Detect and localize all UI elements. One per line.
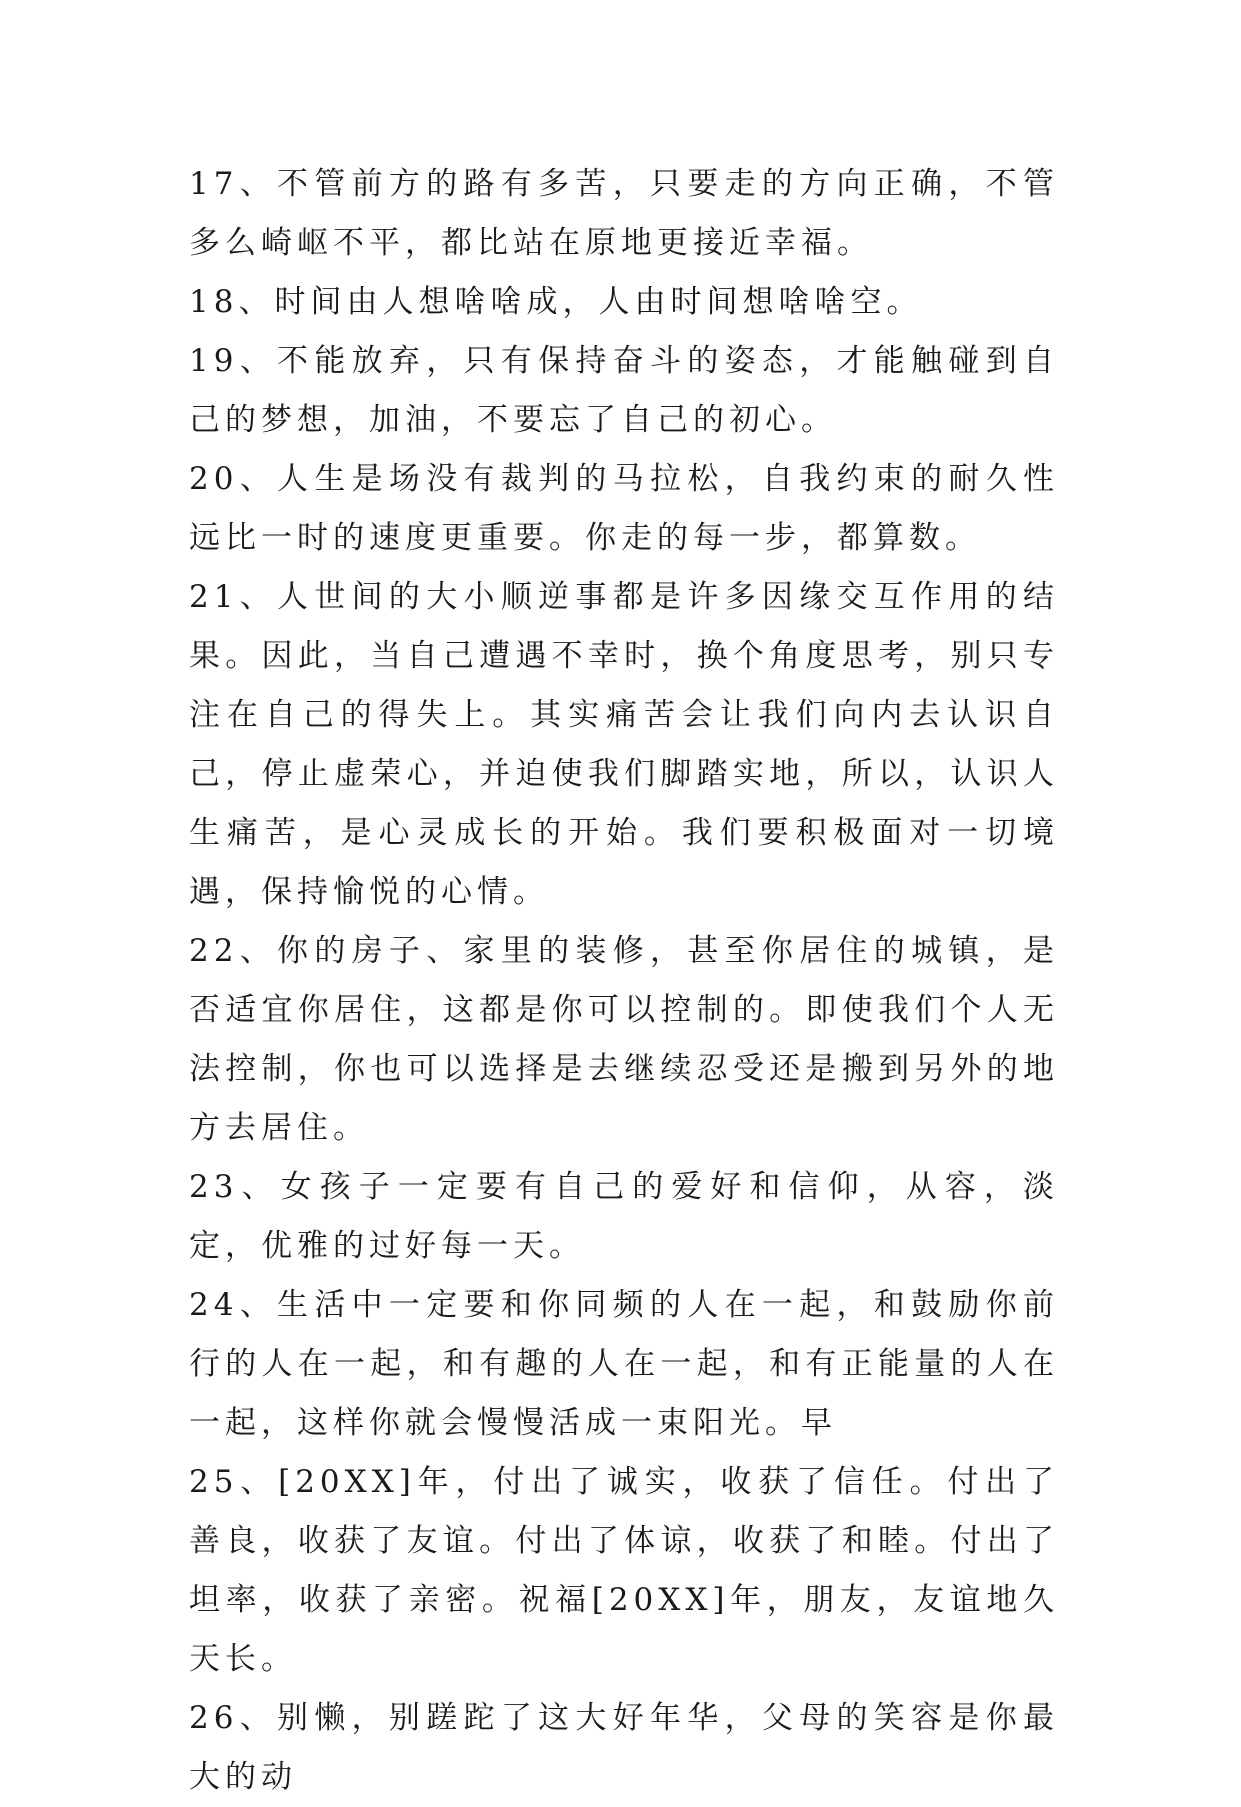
quote-paragraph-21: 21、人世间的大小顺逆事都是许多因缘交互作用的结果。因此，当自己遭遇不幸时，换个角度思考，别只专注在自己的得失上。其实痛苦会让我们向内去认识自己，停止虚荣心，并迫使我们脚踏实地，所以，认识人生痛苦，是心灵成长的开始。我们要积极面对一切境遇，保持愉悦的心情。 — [189, 579, 1059, 910]
quote-paragraph-23: 23、女孩子一定要有自己的爱好和信仰，从容，淡定，优雅的过好每一天。 — [189, 1169, 1059, 1264]
document-body — [189, 155, 1059, 1807]
quote-paragraph-18: 18、时间由人想啥啥成，人由时间想啥啥空。 — [189, 284, 923, 320]
quote-paragraph-24: 24、生活中一定要和你同频的人在一起，和鼓励你前行的人在一起，和有趣的人在一起，和有正能量的人在一起，这样你就会慢慢活成一束阳光。早 — [189, 1287, 1059, 1441]
quote-paragraph-19: 19、不能放弃，只有保持奋斗的姿态，才能触碰到自己的梦想，加油，不要忘了自己的初心。 — [189, 343, 1059, 438]
quote-paragraph-25: 25、[20XX]年，付出了诚实，收获了信任。付出了善良，收获了友谊。付出了体谅，收获了和睦。付出了坦率，收获了亲密。祝福[20XX]年，朋友，友谊地久天长。 — [189, 1464, 1059, 1677]
quote-paragraph-26: 26、别懒，别蹉跎了这大好年华，父母的笑容是你最大的动 — [189, 1700, 1059, 1795]
quote-paragraph-20: 20、人生是场没有裁判的马拉松，自我约束的耐久性远比一时的速度更重要。你走的每一步，都算数。 — [189, 461, 1059, 556]
quote-paragraph-22: 22、你的房子、家里的装修，甚至你居住的城镇，是否适宜你居住，这都是你可以控制的。即使我们个人无法控制，你也可以选择是去继续忍受还是搬到另外的地方去居住。 — [189, 933, 1059, 1146]
quote-paragraph-17: 17、不管前方的路有多苦，只要走的方向正确，不管多么崎岖不平，都比站在原地更接近幸福。 — [189, 166, 1059, 261]
